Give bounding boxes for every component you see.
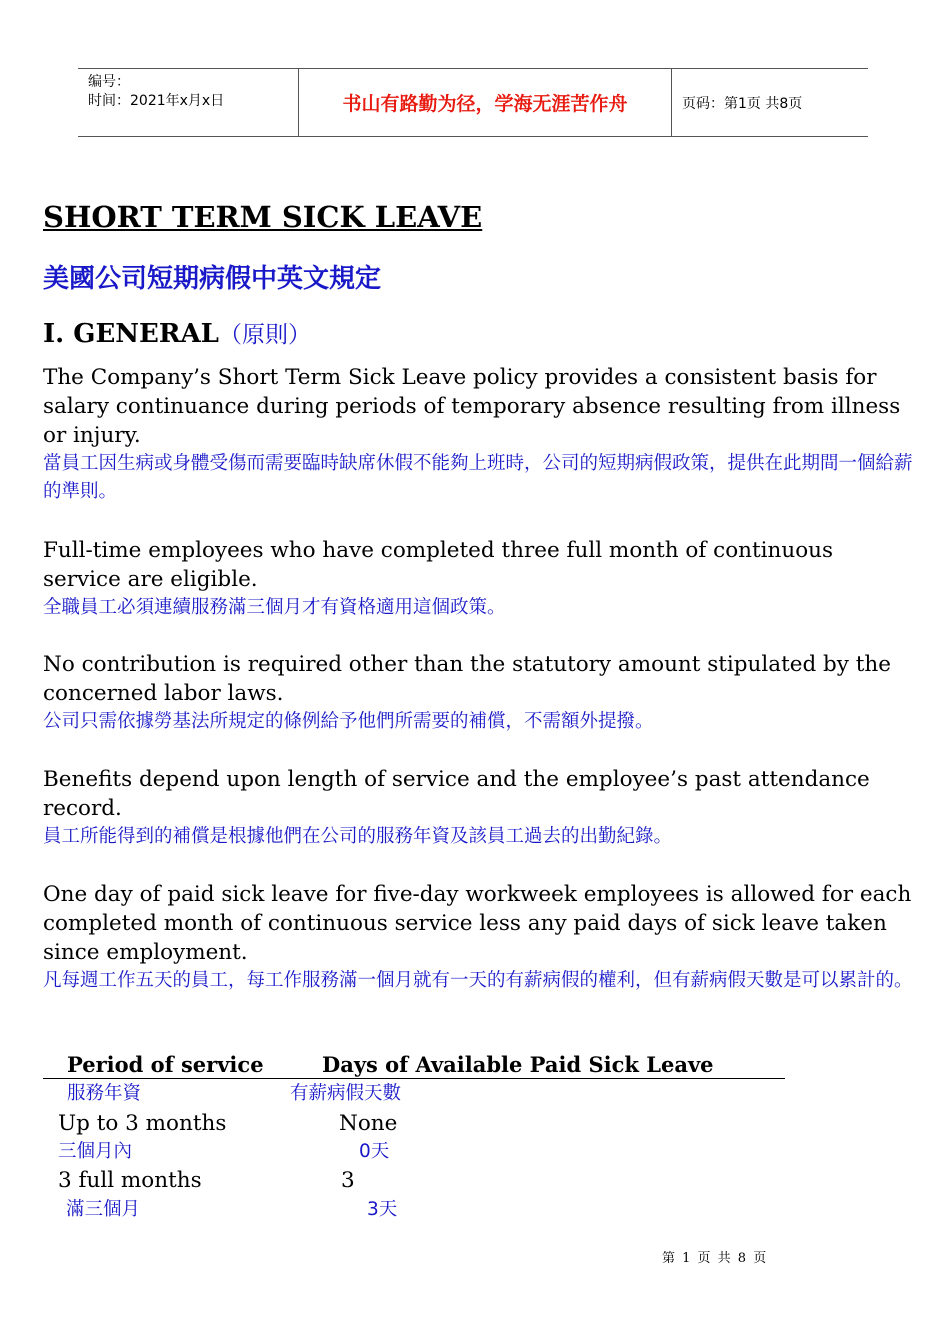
row-period: Up to 3 months xyxy=(58,1111,227,1136)
paragraph-zh: 公司只需依據勞基法所規定的條例給予他們所需要的補償，不需額外提撥。 xyxy=(43,711,654,732)
header-period-zh: 服務年資 xyxy=(67,1083,142,1104)
row-days-zh: 3天 xyxy=(367,1199,398,1220)
paragraph-5 xyxy=(43,880,913,995)
document-title: SHORT TERM SICK LEAVE xyxy=(43,200,483,234)
paragraph-3 xyxy=(43,650,913,736)
row-period: 3 full months xyxy=(58,1168,202,1193)
page-header xyxy=(78,68,868,137)
section-heading xyxy=(43,316,311,349)
header-page-label: 页码：第1页 共8页 xyxy=(682,95,803,112)
header-days-zh: 有薪病假天數 xyxy=(290,1083,402,1104)
paragraph-en: Full-time employees who have completed three full month of continuous service are eligible. xyxy=(43,538,834,592)
header-info xyxy=(78,69,299,136)
paragraph-zh: 凡每週工作五天的員工，每工作服務滿一個月就有一天的有薪病假的權利，但有薪病假天數是可以累計的。 xyxy=(43,970,913,991)
row-period-zh: 滿三個月 xyxy=(66,1199,141,1220)
paragraph-zh: 全職員工必須連續服務滿三個月才有資格適用這個政策。 xyxy=(43,597,506,618)
row-days: 3 xyxy=(341,1168,355,1193)
section-heading-en: I. GENERAL xyxy=(43,319,219,349)
header-period: Period of service xyxy=(67,1052,264,1077)
paragraph-1 xyxy=(43,363,913,506)
paragraph-4 xyxy=(43,765,923,851)
paragraph-zh: 當員工因生病或身體受傷而需要臨時缺席休假不能夠上班時，公司的短期病假政策，提供在此期間一個給薪的準則。 xyxy=(43,453,913,502)
row-days-zh: 0天 xyxy=(359,1141,390,1162)
paragraph-en: No contribution is required other than the statutory amount stipulated by the concerned labor laws. xyxy=(43,652,892,706)
time-label: 时间：2021年x月x日 xyxy=(88,93,225,109)
number-label: 编号： xyxy=(88,74,130,90)
row-period-zh: 三個月內 xyxy=(58,1141,133,1162)
paragraph-2 xyxy=(43,536,913,622)
header-days: Days of Available Paid Sick Leave xyxy=(322,1052,714,1077)
document-subtitle: 美國公司短期病假中英文規定 xyxy=(43,264,382,294)
row-days: None xyxy=(339,1111,398,1136)
table-header xyxy=(43,1052,785,1079)
paragraph-zh: 員工所能得到的補償是根據他們在公司的服務年資及該員工過去的出勤紀錄。 xyxy=(43,826,673,847)
paragraph-en: Benefits depend upon length of service and the employee’s past attendance record. xyxy=(43,767,870,821)
paragraph-en: The Company’s Short Term Sick Leave policy provides a consistent basis for salary continuance during periods of temporary absence resulting from illness or injury. xyxy=(43,365,901,448)
section-heading-zh: （原則） xyxy=(218,322,311,348)
header-motto: 书山有路勤为径，学海无涯苦作舟 xyxy=(299,69,672,136)
paragraph-en: One day of paid sick leave for five-day workweek employees is allowed for each completed month of continuous service less any paid days of sick leave taken since employment. xyxy=(43,882,912,965)
page-footer: 第 1 页 共 8 页 xyxy=(662,1251,767,1266)
